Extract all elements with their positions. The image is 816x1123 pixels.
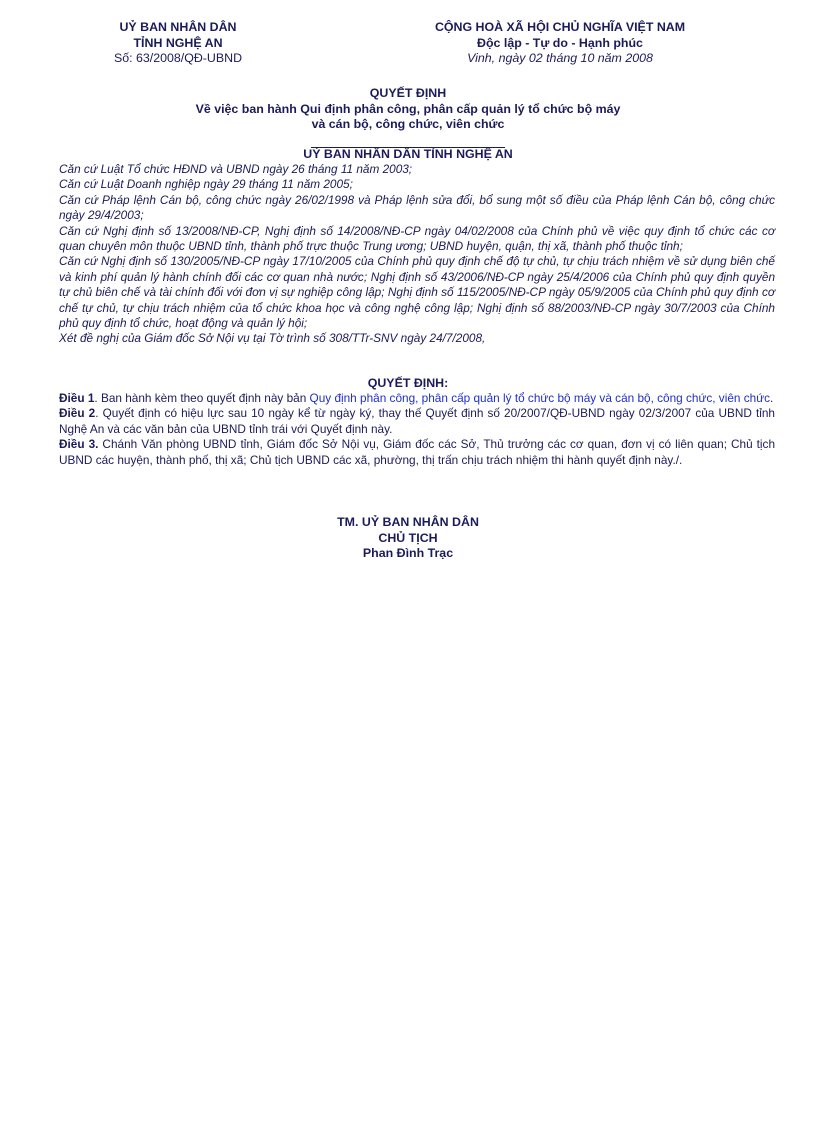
preamble-item: Căn cứ Luật Doanh nghiệp ngày 29 tháng 11 năm 2005; <box>59 177 353 192</box>
regulation-link[interactable]: Quy định phân công, phân cấp quản lý tổ chức bộ máy và cán bộ, công chức, viên chức <box>309 391 770 405</box>
document-number: Số: 63/2008/QĐ-UBND <box>113 51 243 65</box>
preamble-item: Căn cứ Nghị định số 130/2005/NĐ-CP ngày 17/10/2005 của Chính phủ quy định chế độ tự chủ, tự chịu trách nhiệm về sử dụng biên chế và kinh phí quản lý hành chính đối các cơ quan nhà nước; Nghị định số 43/2006/NĐ-CP ngày 25/4/2006 của Chính phủ quy định quyền tự chủ biên chế và tài chính đối với đơn vị sự nghiệp công lập; Nghị định số 115/2005/NĐ-CP ngày 05/9/2005 của Chính phủ quy định cơ chế tự chủ, tự chịu trách nhiệm của tổ chức khoa học và công nghệ công lập; Nghị định số 88/2003/NĐ-CP ngày 30/7/2003 của Chính phủ quy định tổ chức, hoạt động và quản lý hội; <box>59 254 775 331</box>
decision-subject-line2: và cán bộ, công chức, viên chức <box>311 117 505 131</box>
article-text-end: . <box>769 391 774 405</box>
preamble-item: Căn cứ Nghị định số 13/2008/NĐ-CP, Nghị định số 14/2008/NĐ-CP ngày 04/02/2008 của Chính phủ về việc quy định tổ chức các cơ quan chuyên môn thuộc UBND tỉnh, thành phố trực thuộc Trung ương; UBND huyện, quận, thị xã, thành phố thuộc tỉnh; <box>59 223 775 254</box>
signature-block <box>258 515 558 562</box>
article-label: Điều 3. <box>59 437 99 452</box>
decision-title: QUYẾT ĐỊNH <box>369 86 447 100</box>
article-text: Chánh Văn phòng UBND tỉnh, Giám đốc Sở Nội vụ, Giám đốc các Sở, Thủ trưởng các cơ quan, đơn vị có liên quan; Chủ tịch UBND các huyện, thành phố, thị xã; Chủ tịch UBND các xã, phường, thị trấn chịu trách nhiệm thi hành quyết định này./. <box>59 437 775 467</box>
decision-title-block <box>150 86 666 133</box>
decision-heading: QUYẾT ĐỊNH: <box>367 376 449 390</box>
article-text: . Quyết định có hiệu lực sau 10 ngày kể từ ngày ký, thay thế Quyết định số 20/2007/QĐ-UBND ngày 02/3/2007 của UBND tỉnh Nghệ An và các văn bản của UBND tỉnh trái với Quyết định này. <box>59 406 775 436</box>
issuing-authority <box>150 147 666 163</box>
preamble-item: Căn cứ Pháp lệnh Cán bộ, công chức ngày 26/02/1998 và Pháp lệnh sửa đổi, bổ sung một số điều của Pháp lệnh Cán bộ, công chức ngày 29/4/2003; <box>59 192 775 223</box>
signer-name: Phan Đình Trạc <box>362 546 454 560</box>
article-2 <box>59 406 775 437</box>
agency-name-line1: UỶ BAN NHÂN DÂN <box>119 20 237 34</box>
decision-subject-line1: Về việc ban hành Qui định phân công, phân cấp quản lý tổ chức bộ máy <box>195 101 621 116</box>
preamble-item: Căn cứ Luật Tổ chức HĐND và UBND ngày 26 tháng 11 năm 2003; <box>59 162 413 176</box>
agency-name-line2: TỈNH NGHỆ AN <box>133 35 223 50</box>
signature-on-behalf: TM. UỶ BAN NHÂN DÂN <box>337 515 479 529</box>
signature-position: CHỦ TỊCH <box>378 530 438 545</box>
national-header <box>400 20 720 67</box>
preamble <box>59 162 775 347</box>
article-1 <box>59 391 775 406</box>
preamble-item: Xét đề nghị của Giám đốc Sở Nội vụ tại Tờ trình số 308/TTr-SNV ngày 24/7/2008, <box>59 331 486 346</box>
national-motto: Độc lập - Tự do - Hạnh phúc <box>477 35 643 50</box>
articles <box>59 391 775 468</box>
agency-header <box>88 20 268 67</box>
article-3 <box>59 437 775 468</box>
national-title: CỘNG HOÀ XÃ HỘI CHỦ NGHĨA VIỆT NAM <box>434 20 686 34</box>
article-label: Điều 2 <box>59 406 96 421</box>
article-text: . Ban hành kèm theo quyết định này bản <box>94 391 310 405</box>
place-date: Vinh, ngày 02 tháng 10 năm 2008 <box>467 51 653 65</box>
article-label: Điều 1 <box>59 391 95 405</box>
issuing-authority-text: UỶ BAN NHÂN DÂN TỈNH NGHỆ AN <box>303 147 513 161</box>
